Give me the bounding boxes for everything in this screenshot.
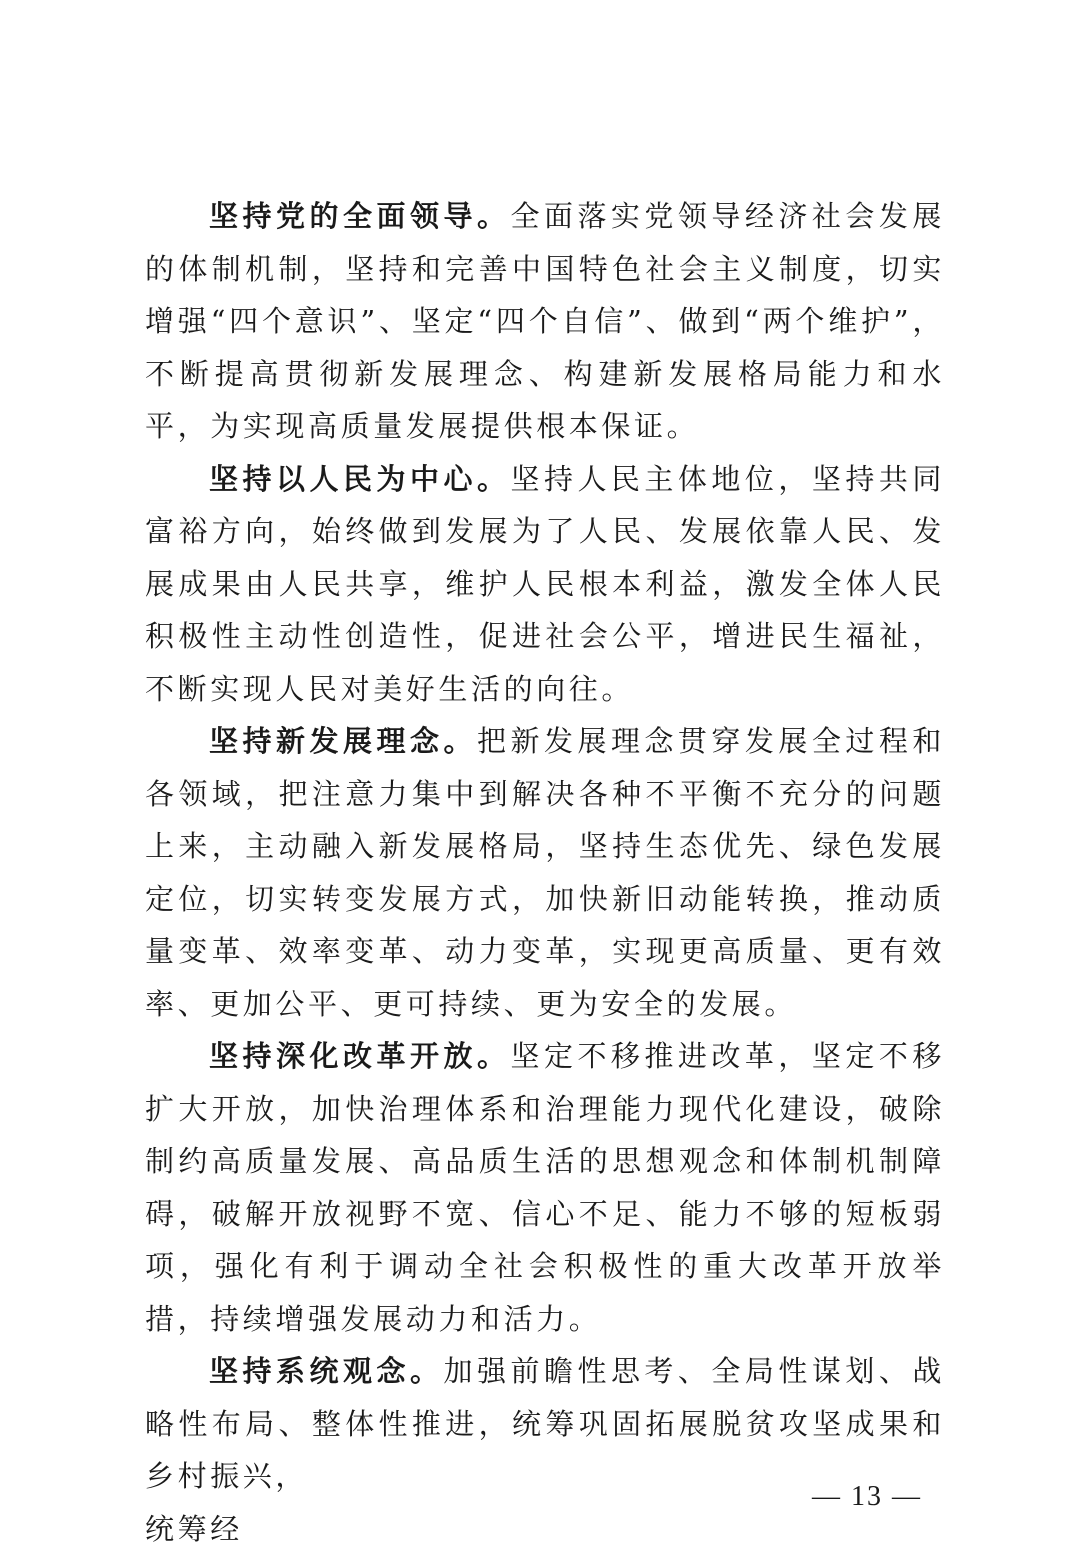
paragraph-heading: 坚持深化改革开放。 (209, 1039, 511, 1073)
paragraph-party-leadership (145, 190, 945, 453)
paragraph-text: 坚定不移推进改革，坚定不移扩大开放，加快治理体系和治理能力现代化建设，破除制约高质量发展、高品质生活的思想观念和体制机制障碍，破解开放视野不宽、信心不足、能力不够的短板弱项，强化有利于调动全社会积极性的重大改革开放举措，持续增强发展动力和活力。 (145, 1039, 945, 1336)
paragraph-text: 坚持人民主体地位，坚持共同富裕方向，始终做到发展为了人民、发展依靠人民、发展成果由人民共享，维护人民根本利益，激发全体人民积极性主动性创造性，促进社会公平，增进民生福祉，不断实现人民对美好生活的向往。 (145, 461, 945, 706)
paragraph-heading: 坚持系统观念。 (209, 1354, 444, 1388)
paragraph-heading: 坚持新发展理念。 (209, 724, 477, 758)
paragraph-text: 加强前瞻性思考、全局性谋划、战略性布局、整体性推进，统筹巩固拓展脱贫攻坚成果和乡村振兴， (145, 1354, 945, 1493)
overflow-text: 统筹经 (145, 1512, 243, 1546)
paragraph-text: 把新发展理念贯穿发展全过程和各领域，把注意力集中到解决各种不平衡不充分的问题上来，主动融入新发展格局，坚持生态优先、绿色发展定位，切实转变发展方式，加快新旧动能转换，推动质量变革、效率变革、动力变革，实现更高质量、更有效率、更加公平、更可持续、更为安全的发展。 (145, 724, 945, 1021)
paragraph-heading: 坚持党的全面领导。 (209, 199, 511, 233)
paragraph-new-development-philosophy (145, 715, 945, 1030)
document-body (145, 190, 945, 1503)
paragraph-text: 全面落实党领导经济社会发展的体制机制，坚持和完善中国特色社会主义制度，切实增强“四个意识”、坚定“四个自信”、做到“两个维护”，不断提高贯彻新发展理念、构建新发展格局能力和水平，为实现高质量发展提供根本保证。 (145, 199, 945, 443)
paragraph-reform-opening (145, 1030, 945, 1345)
paragraph-people-centered (145, 453, 945, 716)
paragraph-heading: 坚持以人民为中心。 (209, 461, 511, 496)
paragraph-systems-thinking (145, 1345, 945, 1503)
page-number: — 13 — (812, 1481, 922, 1512)
